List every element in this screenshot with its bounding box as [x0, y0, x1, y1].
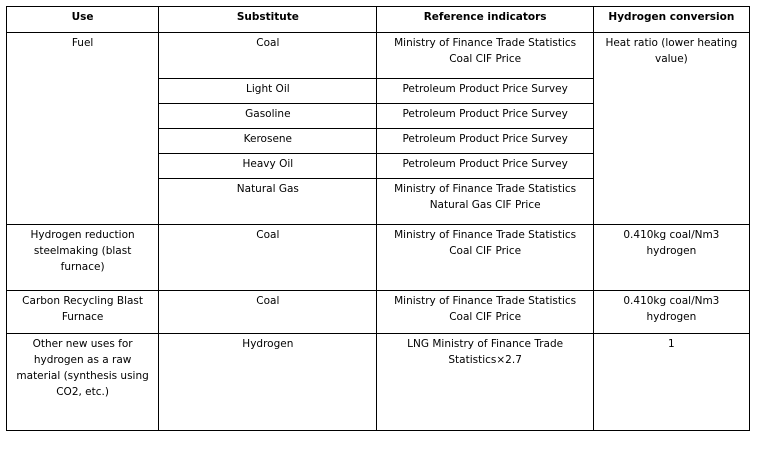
conversion-cell: 1: [593, 334, 749, 431]
indicator-cell: Ministry of Finance Trade Statistics Coal CIF Price: [377, 225, 593, 291]
substitute-cell: Coal: [159, 291, 377, 334]
substitute-cell: Coal: [159, 225, 377, 291]
conversion-cell: Heat ratio (lower heating value): [593, 33, 749, 225]
indicator-cell: LNG Ministry of Finance Trade Statistics×2.7: [377, 334, 593, 431]
table-row: [7, 33, 750, 79]
indicator-cell: Ministry of Finance Trade Statistics Natural Gas CIF Price: [377, 179, 593, 225]
indicator-cell: Ministry of Finance Trade Statistics Coal CIF Price: [377, 291, 593, 334]
indicator-cell: Petroleum Product Price Survey: [377, 129, 593, 154]
table-row: [7, 291, 750, 334]
table-row: [7, 225, 750, 291]
substitute-cell: Heavy Oil: [159, 154, 377, 179]
header-reference-indicators: Reference indicators: [377, 7, 593, 33]
substitute-cell: Kerosene: [159, 129, 377, 154]
header-use: Use: [7, 7, 159, 33]
indicator-cell: Petroleum Product Price Survey: [377, 79, 593, 104]
substitute-cell: Gasoline: [159, 104, 377, 129]
substitute-cell: Natural Gas: [159, 179, 377, 225]
header-substitute: Substitute: [159, 7, 377, 33]
use-cell: Other new uses for hydrogen as a raw material (synthesis using CO2, etc.): [7, 334, 159, 431]
use-cell: Hydrogen reduction steelmaking (blast furnace): [7, 225, 159, 291]
header-hydrogen-conversion: Hydrogen conversion: [593, 7, 749, 33]
indicator-cell: Petroleum Product Price Survey: [377, 154, 593, 179]
header-row: [7, 7, 750, 33]
conversion-cell: 0.410kg coal/Nm3 hydrogen: [593, 225, 749, 291]
substitute-cell: Hydrogen: [159, 334, 377, 431]
indicator-cell: Ministry of Finance Trade Statistics Coal CIF Price: [377, 33, 593, 79]
use-cell: Fuel: [7, 33, 159, 225]
use-cell: Carbon Recycling Blast Furnace: [7, 291, 159, 334]
substitute-cell: Light Oil: [159, 79, 377, 104]
table-row: [7, 334, 750, 431]
conversion-cell: 0.410kg coal/Nm3 hydrogen: [593, 291, 749, 334]
indicator-cell: Petroleum Product Price Survey: [377, 104, 593, 129]
substitute-cell: Coal: [159, 33, 377, 79]
hydrogen-substitute-table: [6, 6, 750, 431]
